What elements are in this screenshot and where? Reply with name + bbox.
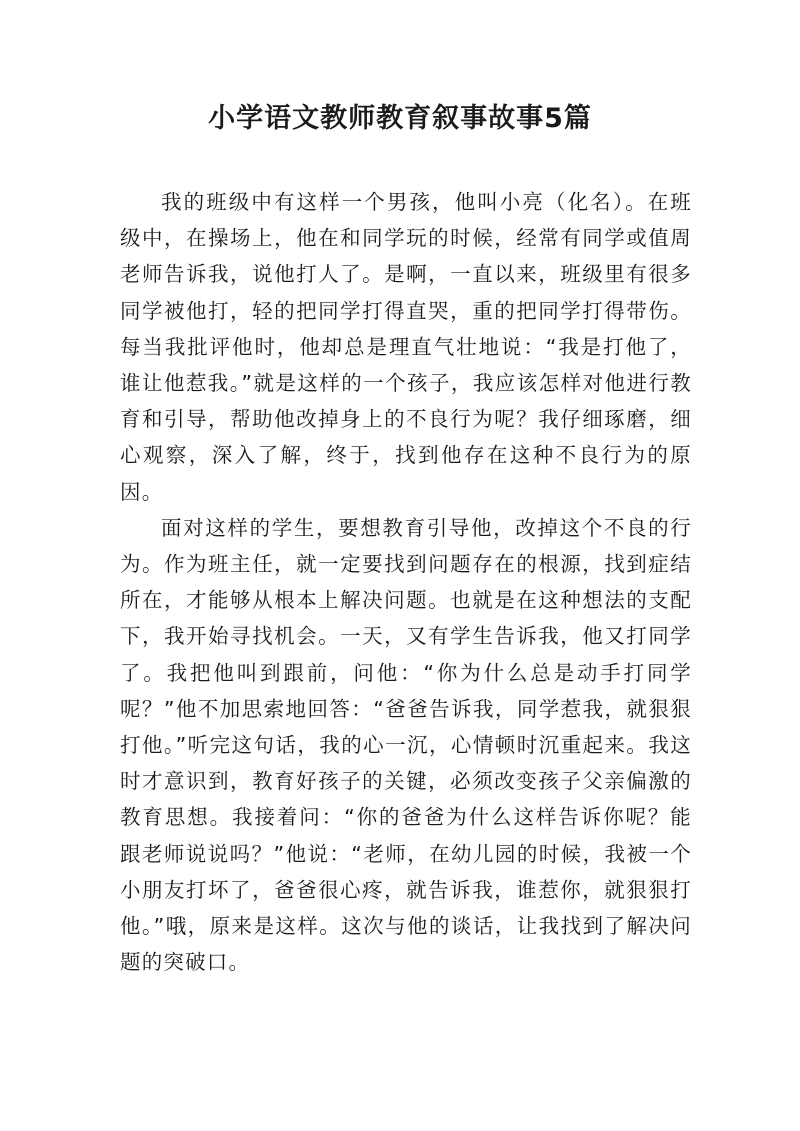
document-body [120,184,692,980]
paragraph-1: 我的班级中有这样一个男孩，他叫小亮（化名）。在班级中，在操场上，他在和同学玩的时候，经常有同学或值周老师告诉我，说他打人了。是啊，一直以来，班级里有很多同学被他打，轻的把同学打得直哭，重的把同学打得带伤。每当我批评他时，他却总是理直气壮地说：“我是打他了，谁让他惹我。”就是这样的一个孩子，我应该怎样对他进行教育和引导，帮助他改掉身上的不良行为呢？我仔细琢磨，细心观察，深入了解，终于，找到他存在这种不良行为的原因。 [120,190,692,504]
paragraph-2: 面对这样的学生，要想教育引导他，改掉这个不良的行为。作为班主任，就一定要找到问题存在的根源，找到症结所在，才能够从根本上解决问题。也就是在这种想法的支配下，我开始寻找机会。一天，又有学生告诉我，他又打同学了。我把他叫到跟前，问他：“你为什么总是动手打同学呢？”他不加思索地回答：“爸爸告诉我，同学惹我，就狠狠打他。”听完这句话，我的心一沉，心情顿时沉重起来。我这时才意识到，教育好孩子的关键，必须改变孩子父亲偏激的教育思想。我接着问：“你的爸爸为什么这样告诉你呢？能跟老师说说吗？”他说：“老师，在幼儿园的时候，我被一个小朋友打坏了，爸爸很心疼，就告诉我，谁惹你，就狠狠打他。”哦，原来是这样。这次与他的谈话，让我找到了解决问题的突破口。 [120,515,692,975]
document-title: 小学语文教师教育叙事故事5篇 [208,103,592,134]
